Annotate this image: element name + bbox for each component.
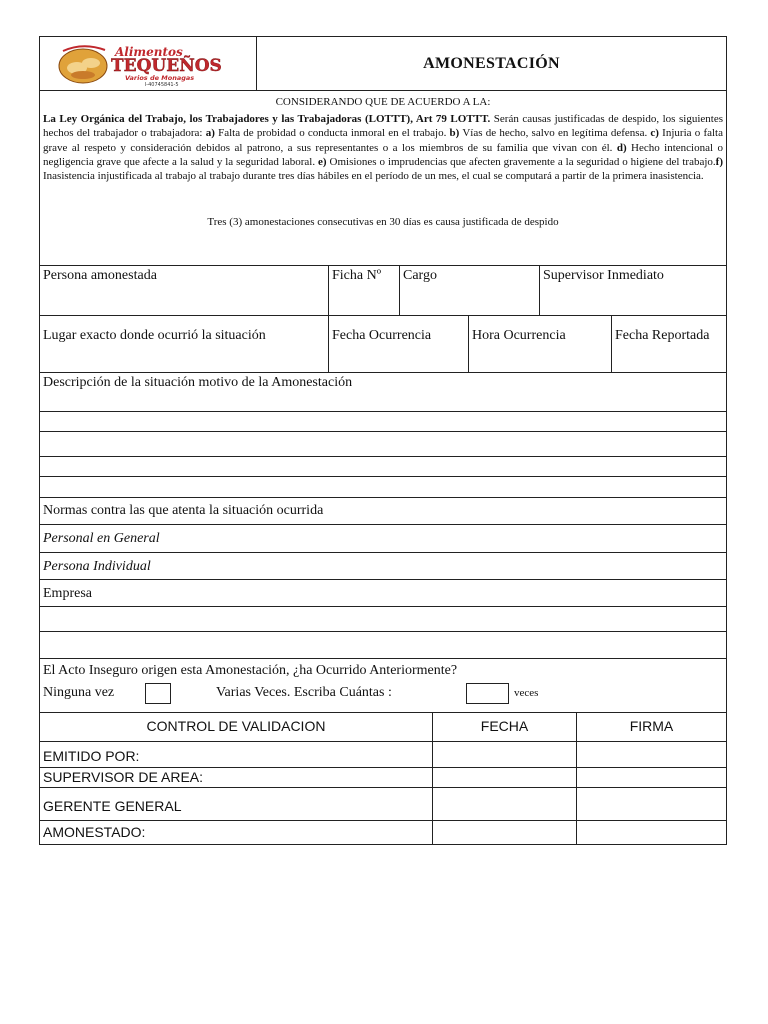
control-header-row — [40, 713, 726, 742]
tres-amonestaciones-note: Tres (3) amonestaciones consecutivas en 30 días es causa justificada de despido — [207, 216, 559, 229]
persona-individual-label: Persona Individual — [43, 559, 151, 574]
item-d-label: d) — [616, 141, 627, 154]
supervisor-fecha-cell[interactable] — [433, 768, 577, 787]
item-f-text: Inasistencia injustificada al trabajo al trabajo durante tres días hábiles en el período de un mes, el cual se computará a partir de la primera inasistencia. — [43, 170, 704, 183]
empresa-line-1[interactable] — [40, 607, 726, 632]
fecha-header: FECHA — [433, 713, 577, 741]
lugar-row — [40, 316, 726, 373]
persona-individual-row[interactable] — [40, 553, 726, 580]
considerando-heading: CONSIDERANDO QUE DE ACUERDO A LA: — [275, 96, 491, 108]
fecha-reportada-label: Fecha Reportada — [615, 328, 710, 343]
gerente-fecha-cell[interactable] — [433, 788, 577, 820]
amonestado-firma-cell[interactable] — [577, 821, 726, 844]
item-e-text: Omisiones o imprudencias que afecten gravemente a la seguridad o higiene del trabajo. — [326, 155, 716, 168]
lugar-label: Lugar exacto donde ocurrió la situación — [43, 328, 266, 343]
amonestado-fecha-cell[interactable] — [433, 821, 577, 844]
descripcion-line-4[interactable] — [40, 477, 726, 498]
normas-row[interactable] — [40, 498, 726, 525]
lugar-field[interactable] — [40, 316, 329, 372]
legal-section — [40, 91, 726, 266]
gerente-row — [40, 788, 726, 821]
hora-ocurrencia-field[interactable] — [469, 316, 612, 372]
item-f-label: f) — [715, 155, 723, 168]
empresa-label: Empresa — [43, 586, 92, 601]
emitido-row — [40, 742, 726, 768]
hora-ocurrencia-label: Hora Ocurrencia — [472, 328, 566, 343]
supervisor-area-row — [40, 768, 726, 788]
item-b-label: b) — [449, 127, 460, 140]
descripcion-line-2[interactable] — [40, 432, 726, 457]
svg-text:TEQUEÑOS: TEQUEÑOS — [111, 55, 222, 76]
emitido-label: EMITIDO POR: — [40, 742, 433, 767]
item-e-label: e) — [318, 155, 327, 168]
tequenos-logo-icon — [53, 42, 243, 86]
form-header — [40, 37, 726, 91]
legal-intro: Serán causas justificadas de despido, los siguientes hechos del trabajador o trabajadora: — [43, 113, 723, 140]
normas-label: Normas contra las que atenta la situación ocurrida — [43, 503, 324, 518]
item-b-text: Vías de hecho, salvo en legítima defensa. — [459, 127, 651, 140]
descripcion-row[interactable] — [40, 373, 726, 412]
item-c-text: Injuria o falta grave al respeto y consideración debidos al patrono, a sus representantes o a los miembros de su familia que vivan con él. — [43, 127, 723, 154]
company-logo — [40, 37, 257, 90]
item-d-text: Hecho intencional o negligencia grave que afecte a la salud y la seguridad laboral. — [43, 141, 723, 168]
item-a-text: Falta de probidad o conducta inmoral en el trabajo. — [214, 127, 450, 140]
law-reference: La Ley Orgánica del Trabajo, los Trabajadores y las Trabajadoras (LOTTT), Art 79 LOTTT. — [43, 113, 491, 125]
ficha-label: Ficha Nº — [332, 268, 382, 283]
personal-general-label: Personal en General — [43, 531, 160, 546]
cargo-field[interactable] — [400, 266, 540, 315]
cuantas-veces-input[interactable] — [466, 683, 509, 704]
ninguna-vez-checkbox[interactable] — [145, 683, 171, 704]
cargo-label: Cargo — [403, 268, 437, 283]
control-header: CONTROL DE VALIDACION — [40, 713, 433, 741]
fecha-ocurrencia-field[interactable] — [329, 316, 469, 372]
fecha-ocurrencia-label: Fecha Ocurrencia — [332, 328, 432, 343]
ninguna-vez-label: Ninguna vez — [43, 685, 115, 700]
svg-text:J-40745841-5: J-40745841-5 — [145, 81, 179, 86]
svg-text:Varios de Monagas: Varios de Monagas — [125, 73, 195, 82]
amonestado-row — [40, 821, 726, 844]
item-a-label: a) — [205, 127, 215, 140]
item-c-label: c) — [650, 127, 659, 140]
persona-label: Persona amonestada — [43, 268, 157, 283]
ficha-field[interactable] — [329, 266, 400, 315]
acto-inseguro-row — [40, 659, 726, 713]
supervisor-label: Supervisor Inmediato — [543, 268, 664, 283]
empresa-row[interactable] — [40, 580, 726, 607]
firma-header: FIRMA — [629, 718, 674, 734]
persona-field[interactable] — [40, 266, 329, 315]
gerente-label: GERENTE GENERAL — [40, 788, 433, 820]
supervisor-field[interactable] — [540, 266, 726, 315]
descripcion-line-3[interactable] — [40, 457, 726, 477]
form-title: AMONESTACIÓN — [423, 54, 560, 72]
emitido-fecha-cell[interactable] — [433, 742, 577, 767]
acto-inseguro-question: El Acto Inseguro origen esta Amonestación, ¿ha Ocurrido Anteriormente? — [43, 663, 458, 678]
emitido-firma-cell[interactable] — [577, 742, 726, 767]
fecha-reportada-field[interactable] — [612, 316, 726, 372]
legal-body — [43, 112, 723, 183]
descripcion-label: Descripción de la situación motivo de la Amonestación — [43, 375, 353, 390]
empresa-line-2[interactable] — [40, 632, 726, 659]
amonestacion-form — [39, 36, 727, 845]
descripcion-line-1[interactable] — [40, 412, 726, 432]
veces-label: veces — [514, 687, 539, 699]
svg-text:Alimentos: Alimentos — [115, 44, 183, 59]
supervisor-area-label: SUPERVISOR DE AREA: — [40, 768, 433, 787]
personal-general-row[interactable] — [40, 525, 726, 553]
gerente-firma-cell[interactable] — [577, 788, 726, 820]
amonestado-label: AMONESTADO: — [40, 821, 433, 844]
persona-row — [40, 266, 726, 316]
acto-inseguro-answers — [40, 679, 726, 707]
supervisor-firma-cell[interactable] — [577, 768, 726, 787]
varias-veces-label: Varias Veces. Escriba Cuántas : — [216, 685, 392, 700]
